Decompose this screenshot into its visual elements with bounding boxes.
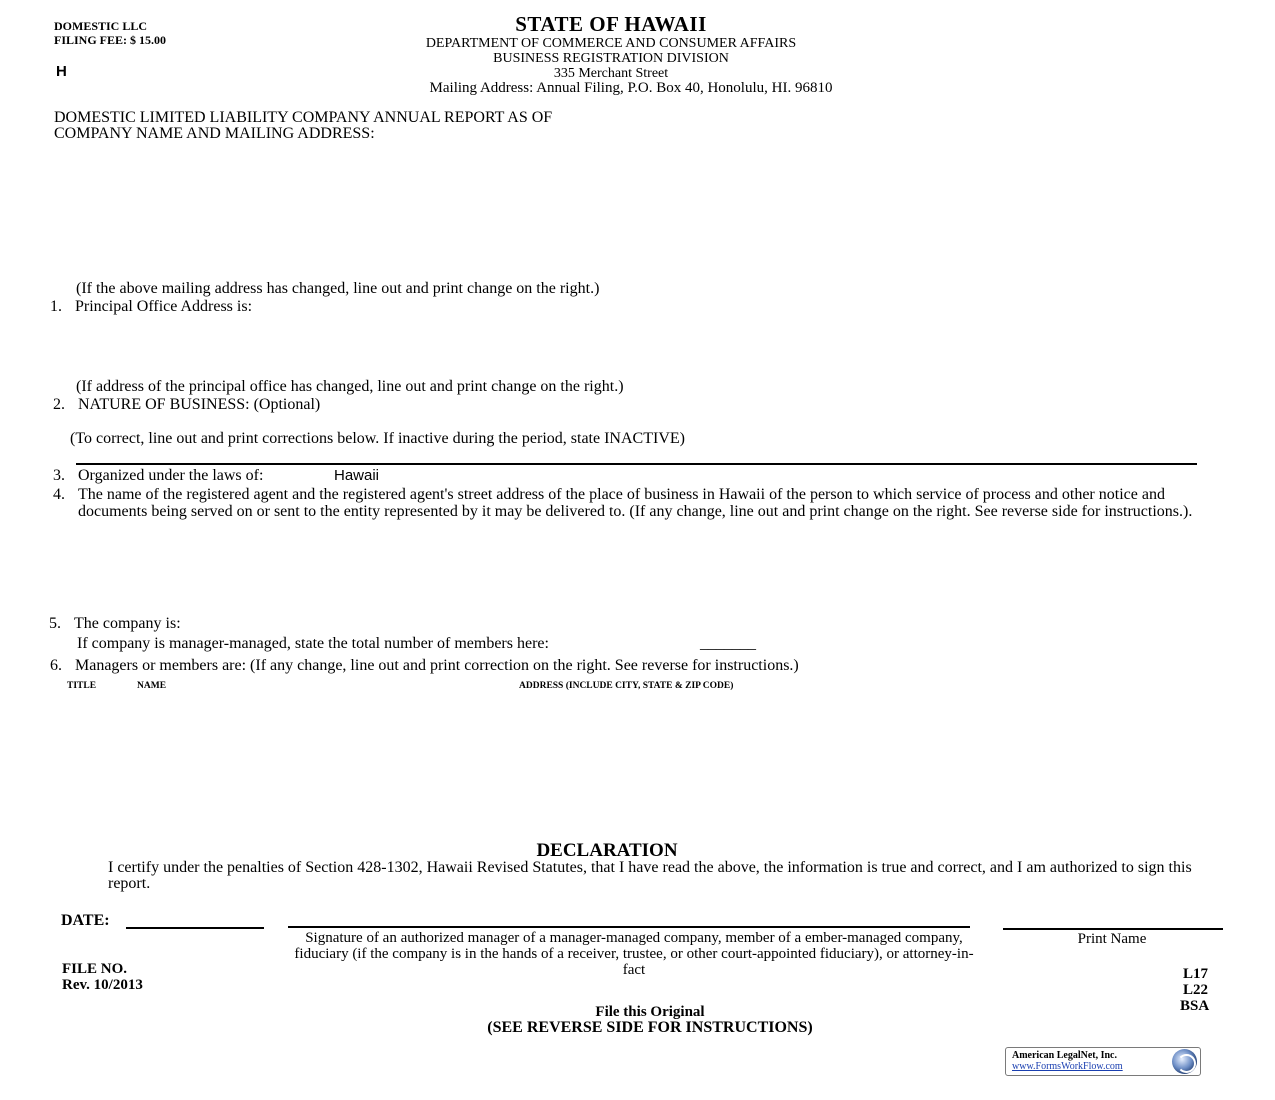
- entity-type: DOMESTIC LLC: [54, 19, 148, 33]
- logo-url-link[interactable]: www.FormsWorkFlow.com: [1012, 1061, 1123, 1072]
- signature-line[interactable]: [288, 926, 970, 928]
- logo-company-name: American LegalNet, Inc.: [1012, 1050, 1117, 1061]
- filing-fee: FILING FEE: $ 15.00: [54, 33, 167, 47]
- item-5-number: 5.: [49, 615, 61, 632]
- item-1-note: (If address of the principal office has changed, line out and print change on the right.): [76, 378, 624, 395]
- print-name-label: Print Name: [1077, 931, 1147, 947]
- column-title: TITLE: [67, 681, 97, 691]
- code-l22: L22: [1183, 982, 1209, 998]
- item-3-number: 3.: [53, 467, 65, 484]
- american-legalnet-logo[interactable]: [1005, 1047, 1201, 1076]
- item-5-sub: If company is manager-managed, state the total number of members here:: [77, 635, 549, 652]
- item-4-number: 4.: [53, 486, 65, 503]
- column-name: NAME: [137, 681, 167, 691]
- print-name-line[interactable]: [1003, 928, 1223, 930]
- item-1-label: Principal Office Address is:: [75, 298, 253, 315]
- report-title: DOMESTIC LIMITED LIABILITY COMPANY ANNUAL REPORT AS OF: [54, 109, 553, 126]
- item-2-number: 2.: [53, 396, 65, 413]
- item-6-number: 6.: [50, 657, 62, 674]
- form-code: H: [56, 63, 67, 80]
- date-label: DATE:: [61, 912, 110, 929]
- file-no-label: FILE NO.: [62, 961, 128, 977]
- organized-state-value: Hawaii: [334, 467, 380, 484]
- item-4-text: The name of the registered agent and the registered agent's street address of the place of business in Hawaii of the person to which service of process and other notice and documents being served on or sent to the entity represented by it may be delivered to. (If any change, line out and print change on the right. See reverse side for instructions.).: [78, 486, 1193, 520]
- street-address: 335 Merchant Street: [553, 66, 669, 81]
- item-2-note: (To correct, line out and print corrections below. If inactive during the period, state INACTIVE): [70, 430, 685, 447]
- column-address: ADDRESS (INCLUDE CITY, STATE & ZIP CODE): [519, 681, 734, 691]
- mailing-change-note: (If the above mailing address has changed, line out and print change on the right.): [76, 280, 600, 297]
- declaration-text: I certify under the penalties of Section 428-1302, Hawaii Revised Statutes, that I have read the above, the information is true and correct, and I am authorized to sign this report.: [108, 859, 1192, 892]
- item-6-label: Managers or members are: (If any change, line out and print correction on the right. See reverse for instructions.): [75, 657, 799, 674]
- globe-logo-icon: [1172, 1049, 1197, 1074]
- member-count-blank: _______: [700, 635, 756, 652]
- nature-of-business-line: [76, 463, 1197, 465]
- code-bsa: BSA: [1180, 998, 1210, 1014]
- department: DEPARTMENT OF COMMERCE AND CONSUMER AFFAIRS: [425, 36, 797, 51]
- revision: Rev. 10/2013: [62, 977, 143, 993]
- declaration-heading: DECLARATION: [536, 840, 678, 861]
- item-5-label: The company is:: [74, 615, 181, 632]
- item-1-number: 1.: [50, 298, 62, 315]
- item-2-label: NATURE OF BUSINESS: (Optional): [78, 396, 321, 413]
- file-original: File this Original: [595, 1004, 705, 1020]
- division: BUSINESS REGISTRATION DIVISION: [493, 51, 729, 66]
- state-title: STATE OF HAWAII: [515, 12, 707, 36]
- code-l17: L17: [1183, 966, 1209, 982]
- signature-caption: Signature of an authorized manager of a manager-managed company, member of a ember-managed company, fiduciary (if the company is in the hands of a receiver, trustee, or other court-appointed fiduciary), or attorney-in-fact: [294, 930, 974, 978]
- see-reverse-note: (SEE REVERSE SIDE FOR INSTRUCTIONS): [487, 1019, 813, 1036]
- item-3-label: Organized under the laws of:: [78, 467, 264, 484]
- company-name-label: COMPANY NAME AND MAILING ADDRESS:: [54, 125, 375, 142]
- date-line[interactable]: [126, 927, 264, 929]
- mailing-address: Mailing Address: Annual Filing, P.O. Box 40, Honolulu, HI. 96810: [429, 80, 833, 96]
